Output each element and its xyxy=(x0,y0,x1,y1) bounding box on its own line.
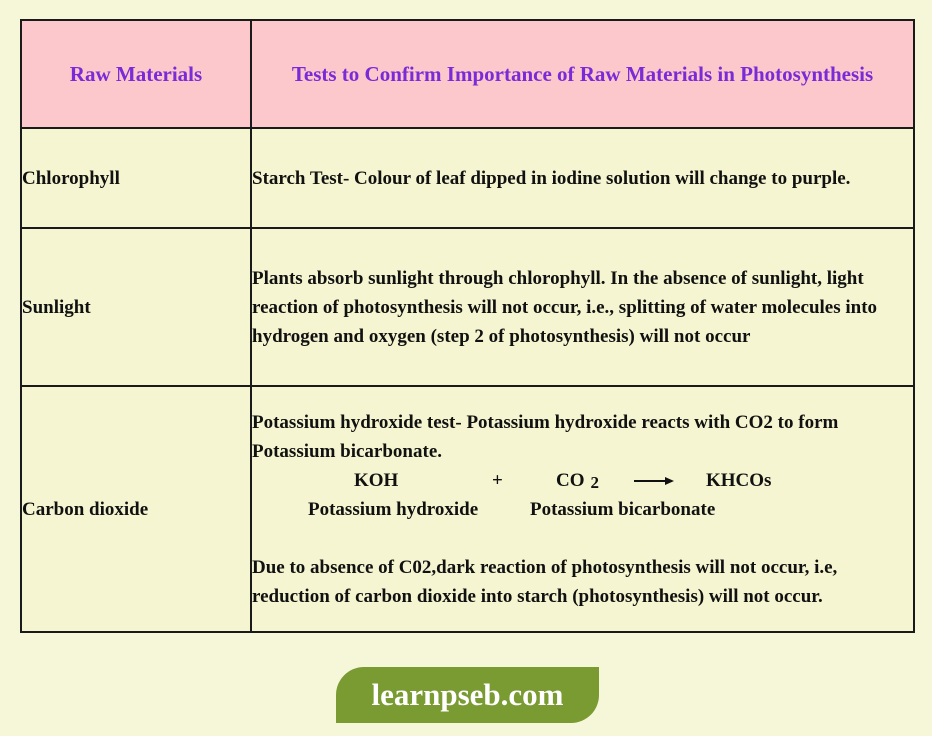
row-desc-carbon-dioxide xyxy=(251,386,914,632)
co2-test-intro: Potassium hydroxide test- Potassium hydroxide reacts with CO2 to form Potassium bicarbonate. xyxy=(252,411,839,462)
table-row xyxy=(21,128,914,228)
table-row xyxy=(21,228,914,386)
reactant-co2: CO 2 xyxy=(556,469,599,492)
row-desc-chlorophyll: Starch Test- Colour of leaf dipped in iodine solution will change to purple. xyxy=(251,128,914,228)
header-raw-materials: Raw Materials xyxy=(21,20,251,128)
table-header-row xyxy=(21,20,914,128)
row-name-sunlight: Sunlight xyxy=(21,228,251,386)
reaction-arrow-icon xyxy=(634,478,674,484)
row-name-carbon-dioxide: Carbon dioxide xyxy=(21,386,251,632)
product-name: Potassium bicarbonate xyxy=(530,498,716,520)
site-logo: learnpseb.com xyxy=(336,667,599,723)
raw-materials-table xyxy=(20,19,915,633)
header-tests: Tests to Confirm Importance of Raw Materials in Photosynthesis xyxy=(251,20,914,128)
row-name-chlorophyll: Chlorophyll xyxy=(21,128,251,228)
plus-sign: + xyxy=(492,469,503,491)
reactant-name: Potassium hydroxide xyxy=(308,498,479,520)
reactant-koh: KOH xyxy=(354,469,399,491)
chemical-equation xyxy=(252,466,913,524)
row-desc-sunlight: Plants absorb sunlight through chlorophyll. In the absence of sunlight, light reaction of photosynthesis will not occur, i.e., splitting of water molecules into hydrogen and oxygen (step 2 of photosynthesis) will not occur xyxy=(251,228,914,386)
table-row xyxy=(21,386,914,632)
product-khcos: KHCOs xyxy=(706,469,772,491)
co2-test-outro: Due to absence of C02,dark reaction of photosynthesis will not occur, i.e, reduction of carbon dioxide into starch (photosynthesis) will not occur. xyxy=(252,556,838,607)
